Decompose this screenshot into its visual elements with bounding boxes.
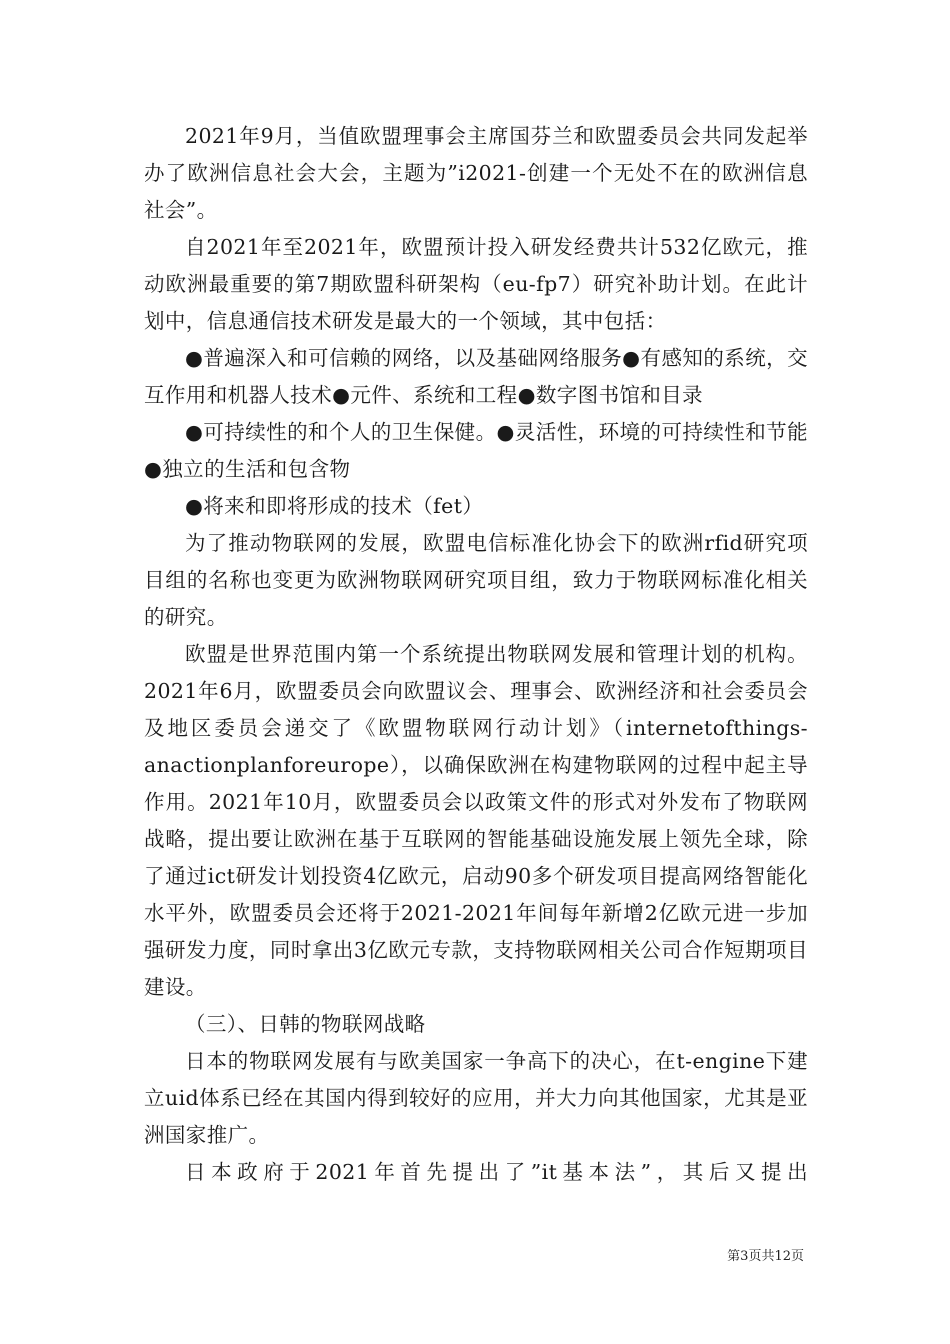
paragraph-bullet-list-1: ●普遍深入和可信赖的网络，以及基础网络服务●有感知的系统，交互作用和机器人技术●元件、系统和工程●数字图书馆和目录: [144, 346, 808, 407]
page-number: 第3页共12页: [727, 1249, 804, 1264]
paragraph-eu-fp7-funding: 自2021年至2021年，欧盟预计投入研发经费共计532亿欧元，推动欧洲最重要的第7期欧盟科研架构（eu-fp7）研究补助计划。在此计划中，信息通信技术研发是最大的一个领域，其中包括：: [144, 235, 808, 333]
paragraph-japan-it-law: 日本政府于2021年首先提出了”it基本法”，其后又提出: [185, 1160, 808, 1184]
paragraph-bullet-list-2: ●可持续性的和个人的卫生保健。●灵活性，环境的可持续性和节能●独立的生活和包含物: [144, 420, 808, 481]
paragraph-rfid-project: 为了推动物联网的发展，欧盟电信标准化协会下的欧洲rfid研究项目组的名称也变更为欧洲物联网研究项目组，致力于物联网标准化相关的研究。: [144, 531, 808, 629]
document-body: [144, 118, 808, 1191]
paragraph-eu-iot-plan: 欧盟是世界范围内第一个系统提出物联网发展和管理计划的机构。2021年6月，欧盟委员会向欧盟议会、理事会、欧洲经济和社会委员会及地区委员会递交了《欧盟物联网行动计划》（internetofthings-anactionplanforeurope），以确保欧洲在构建物联网的过程中起主导作用。2021年10月，欧盟委员会以政策文件的形式对外发布了物联网战略，提出要让欧洲在基于互联网的智能基础设施发展上领先全球，除了通过ict研发计划投资4亿欧元，启动90多个研发项目提高网络智能化水平外，欧盟委员会还将于2021-2021年间每年新增2亿欧元进一步加强研发力度，同时拿出3亿欧元专款，支持物联网相关公司合作短期项目建设。: [144, 642, 808, 999]
section-heading-japan-korea: （三）、日韩的物联网战略: [185, 1012, 426, 1036]
paragraph-bullet-list-3: ●将来和即将形成的技术（fet）: [185, 494, 484, 518]
paragraph-japan-iot: 日本的物联网发展有与欧美国家一争高下的决心，在t-engine下建立uid体系已经在其国内得到较好的应用，并大力向其他国家，尤其是亚洲国家推广。: [144, 1049, 808, 1147]
paragraph-eu-conference: 2021年9月，当值欧盟理事会主席国芬兰和欧盟委员会共同发起举办了欧洲信息社会大会，主题为”i2021-创建一个无处不在的欧洲信息社会”。: [144, 124, 808, 222]
